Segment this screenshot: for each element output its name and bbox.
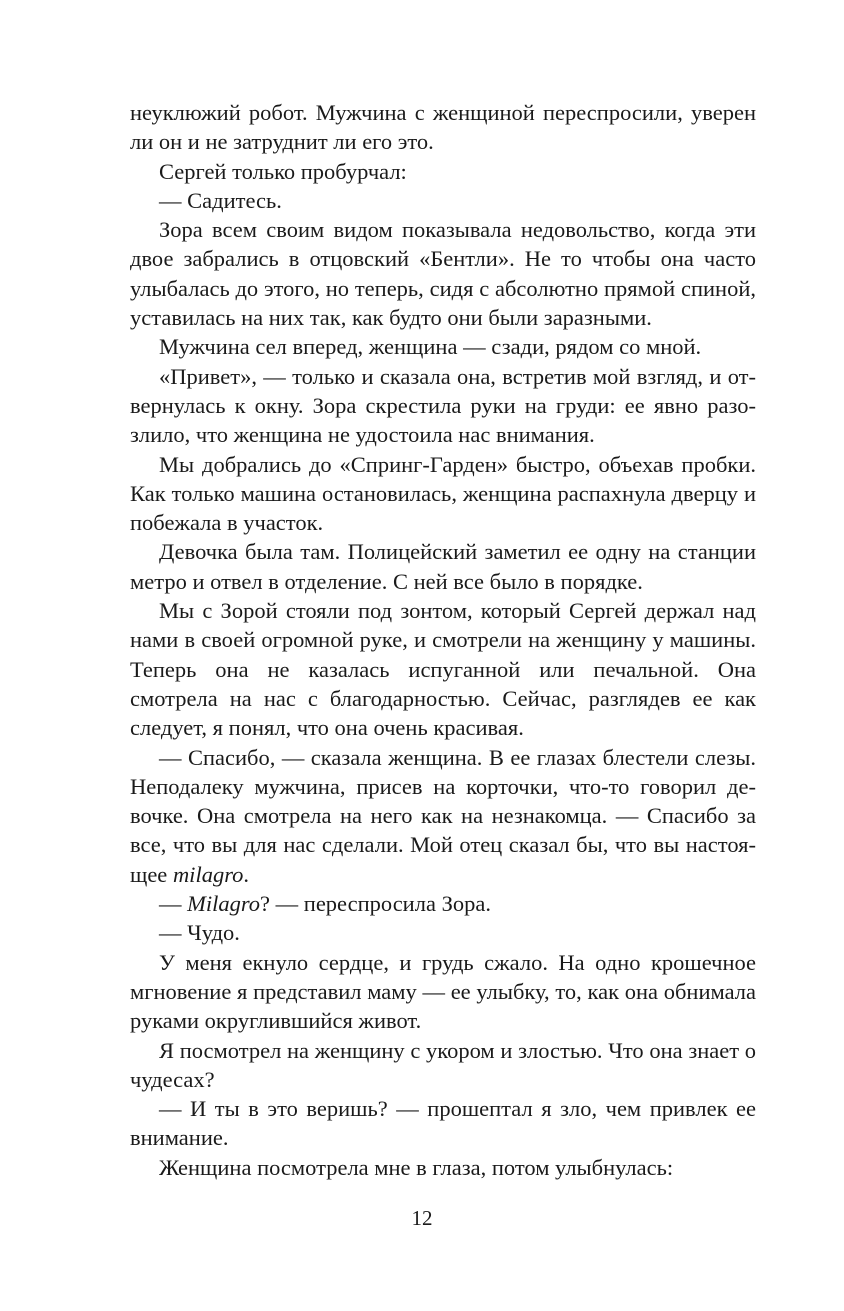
paragraph-text: Женщина посмотрела мне в глаза, потом улыбнулась: xyxy=(159,1154,674,1180)
paragraph xyxy=(130,450,756,538)
paragraph-text: неуклюжий робот. Мужчина с женщиной переспросили, уверен ли он и не затруднит ли его это. xyxy=(130,100,756,155)
paragraph xyxy=(130,889,756,918)
paragraph-text: У меня екнуло сердце, и грудь сжало. На одно крошечное мгновение я представил маму — ее улыбку, то, как она обнимала руками округлившийся живот. xyxy=(130,949,756,1034)
paragraph xyxy=(130,157,756,186)
paragraph-text: . xyxy=(243,861,249,887)
paragraph-text: Я посмотрел на женщину с укором и злостью. Что она знает о чудесах? xyxy=(130,1037,756,1092)
paragraph xyxy=(130,332,756,361)
page-number: 12 xyxy=(411,1206,433,1230)
page-body xyxy=(130,98,756,1182)
paragraph xyxy=(130,1094,756,1153)
paragraph xyxy=(130,186,756,215)
paragraph xyxy=(130,918,756,947)
paragraph xyxy=(130,537,756,596)
paragraph xyxy=(130,1036,756,1095)
paragraph-text: «Привет», — только и сказала она, встретив мой взгляд, и отвернулась к окну. Зора скрестила руки на груди: ее явно разозлило, что женщина не удостоила нас внимания. xyxy=(130,363,756,448)
paragraph-text: — Спасибо, — сказала женщина. В ее глазах блестели слезы. Неподалеку мужчина, присев на корточки, что-то говорил девочке. Она смотрела на него как на незнакомца. — Спасибо за все, что вы для нас сделали. Мой отец сказал бы, что вы настоящее xyxy=(130,744,756,887)
paragraph xyxy=(130,98,756,157)
italic-text: Milagro xyxy=(187,891,261,917)
paragraph-text: — И ты в это веришь? — прошептал я зло, чем привлек ее внимание. xyxy=(130,1096,756,1151)
paragraph-text: — Садитесь. xyxy=(159,187,282,213)
paragraph xyxy=(130,948,756,1036)
paragraph-text: — xyxy=(159,891,188,917)
italic-text: milagro xyxy=(172,861,244,887)
paragraph-text: Мы добрались до «Спринг-Гарден» быстро, объехав пробки. Как только машина остановилась, женщина распахнула дверцу и побежала в участок. xyxy=(130,451,756,536)
paragraph xyxy=(130,743,756,889)
paragraph xyxy=(130,215,756,332)
paragraph-text: Мы с Зорой стояли под зонтом, который Сергей держал над нами в своей огромной руке, и смотрели на женщину у машины. Теперь она не казалась испуганной или печальной. Она смотрела на нас с благодарностью. Сейчас, разглядев ее как следует, я понял, что она очень красивая. xyxy=(130,598,756,741)
paragraph xyxy=(130,362,756,450)
paragraph-text: — Чудо. xyxy=(159,920,240,946)
paragraph xyxy=(130,1153,756,1182)
paragraph xyxy=(130,596,756,742)
paragraph-text: Сергей только пробурчал: xyxy=(159,158,407,184)
paragraph-text: Девочка была там. Полицейский заметил ее одну на станции метро и отвел в отделение. С ней все было в порядке. xyxy=(130,539,756,594)
paragraph-text: Мужчина сел вперед, женщина — сзади, рядом со мной. xyxy=(159,334,702,360)
paragraph-text: ? — переспросила Зора. xyxy=(260,891,491,917)
paragraph-text: Зора всем своим видом показывала недовольство, когда эти двое забрались в отцовский «Бентли». Не то чтобы она часто улыбалась до этого, но теперь, сидя с абсолютно прямой спиной, уставилась на них так, как будто они были заразными. xyxy=(130,217,756,331)
